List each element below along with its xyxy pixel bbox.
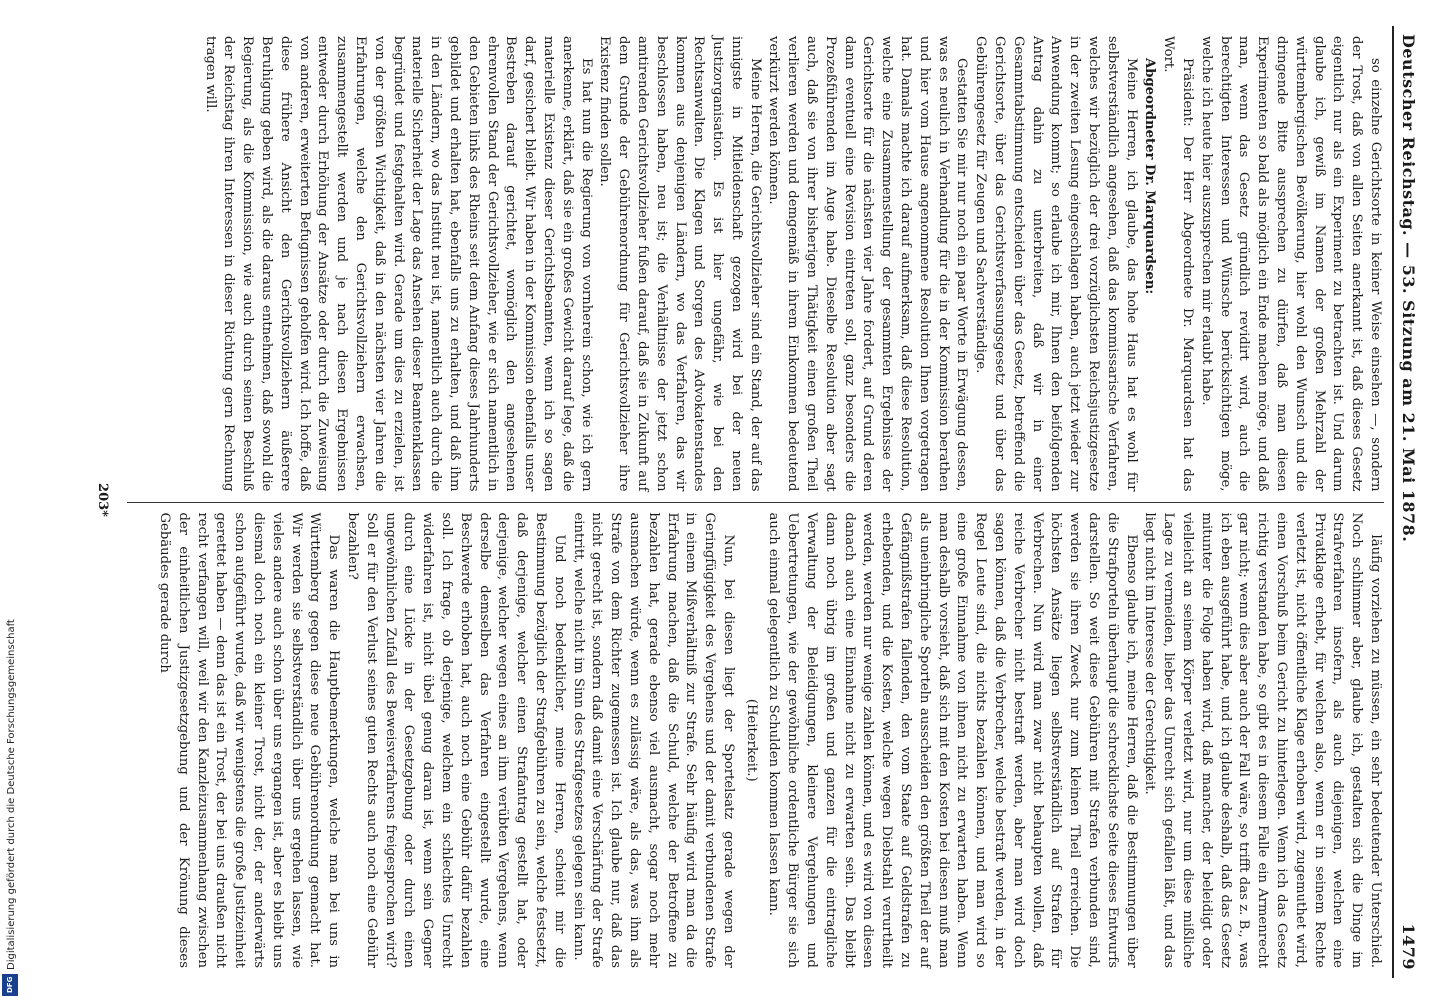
dfg-logo: DFG (2, 974, 18, 996)
page-number: 1479 (1399, 923, 1418, 970)
paragraph: Nun, bei diesen liegt der Sportelsatz gerade wegen der Geringfügigkeit des Vergehens und der damit verbundenen Strafe in einem Mißverhältniß zur Strafe. Sehr häufig wird man da die Erfahrung machen, daß die Schuld, welche der Betroffene zu bezahlen hat, gerade ebenso viel ausmacht, sogar noch mehr ausmachen würde, wenn es zulässig wäre, als das, was ihm als Strafe von dem Richter zugemessen ist. Ich glaube nur, daß das nicht gerecht ist, sondern daß damit eine Verschärfung der Strafe eintritt, welche nicht im Sinn des Strafgesetzes gelegen sein kann. (570, 512, 736, 968)
paragraph: Es hat nun die Regierung von vornherein schon, wie ich gern anerkenne, erklärt, daß sie ein großes Gewicht darauf lege, daß die materielle Existenz dieser Gerichtsbeamten, wenn ich so sagen darf, gesichert bleibt. Wir haben in der Kommission ebenfalls unser Bestreben darauf gerichtet, womöglich den angesehenen ehrenvollen Stand der Gerichtsvollzieher, wie er sich namentlich in den Gebieten links des Rheins seit dem Anfang dieses Jahrhunderts gebildet und erhalten hat, ebenfalls uns zu erhalten, und daß ihm in den Ländern, wo das Institut neu ist, namentlich auch durch die materielle Sicherheit der Lage das Ansehen dieser Beamtenklassen begründet und festgehalten wird. Gerade um dies zu erzielen, ist von der größten Wichtigkeit, daß in den nächsten vier Jahren die Erfahrungen, welche den Gerichtsvollziehern erwachsen, zusammengestellt werden und je nach diesen Ergebnissen entweder durch Erhöhung der Ansätze oder durch die Zuweisung von anderen, erweiterten Befugnissen geholfen wird. Ich hoffe, daß diese frühere Ansicht den Gerichtsvollziehern äußerere Beruhigung geben wird, als die daraus entnehmen, daß sowohl die Regierung, als die Kommission, wie auch durch seinen Beschluß der Reichstag ihren Interessen in dieser Richtung gern Rechnung tragen will. (202, 36, 594, 492)
footer-signature: 203* (95, 483, 110, 517)
paragraph: so einzelne Gerichtsorte in keiner Weise einsehen —, sondern der Trost, daß von allen Seiten anerkannt ist, daß dieses Gesetz eigentlich nur als ein Experiment zu betrachten ist. Und darum glaube ich, gewiß im Namen der großen Mehrzahl der württembergischen Bevölkerung, hier wohl den Wunsch und die dringende Bitte aussprechen zu dürfen, daß man diesen Experimenten so bald als möglich ein Ende machen möge, und daß man, wenn das Gesetz gründlich revidirt wird, auch die berechtigten Interessen und Wünsche berücksichtigen möge, welche ich heute hier auszusprechen mir erlaubt habe. (1198, 36, 1383, 492)
speaker-paragraph (1140, 36, 1159, 492)
paragraph: läufig vorziehen zu müssen, ein sehr bedeutender Unterschied. Noch schlimmer aber, glaube ich, gestalten sich die Dinge im Strafverfahren insofern, als auch diejenigen, welchen eine Privatklage erhebt, für welchen also, wenn er in seinem Rechte verletzt ist, nicht öffentliche Klage erhoben wird, zugemuthet wird, einen Vorschuß beim Gericht zu hinterlegen. Wenn ich das Gesetz richtig verstanden habe, so gibt es in diesem Falle ein Armenrecht gar nicht; wenn dies aber auch der Fall wäre, so trifft das z. B., was ich eben ausgeführt habe, und ich glaube deshalb, daß das Gesetz mitunter die Folge haben wird, daß mancher, der beleidigt oder vielleicht an seinem Körper verletzt wird, nur um diese mißliche Lage zu vermeiden, lieber das Unrecht sich gefallen läßt, und das liegt nicht im Interesse der Gerechtigkeit. (1142, 512, 1383, 968)
heiterkeit-note: (Heiterkeit.) (743, 698, 759, 782)
president-line: Präsident: Der Herr Abgeordnete Dr. Marquardsen hat das Wort. (1161, 36, 1196, 492)
page-header-title: Deutscher Reichstag. — 53. Sitzung am 21. Mai 1878. (1399, 34, 1418, 543)
paragraph: Und noch bedenklicher, meine Herren, scheint mir die Bestimmung bezüglich der Strafgebühren zu sein, welche festsetzt, daß derjenige, welcher einen Strafantrag gestellt hat, oder derjenige, welcher wegen eines an ihm verübten Vergehens, wenn derselbe demselben das Verfahren eingestellt wurde, eine Beschwerde erhoben hat, auch noch eine Gebühr dafür bezahlen soll. Ich frage, ob derjenige, welchem ein schlechtes Unrecht widerfahren ist, nicht übel genug daran ist, wenn sein Gegner durch eine Lücke in der Gesetzgebung oder durch einen ungewöhnlichen Zufall des Beweisverfahrens freigesprochen wird? Soll er für den Verlust seines guten Rechts auch noch eine Gebühr bezahlen? (344, 512, 567, 968)
text-columns (127, 26, 1384, 978)
right-column (127, 503, 1384, 979)
speaker-name: Abgeordneter Dr. Marquardsen: (1142, 58, 1158, 295)
paragraph: Das waren die Hauptbemerkungen, welche man bei uns in Württemberg gegen diese neue Gebührenordnung gemacht hat. Wir werden sie selbstverständlich über uns ergehen lassen, wie vieles andere auch schon über uns ergangen ist, aber es bleibt uns diesmal doch noch ein kleiner Trost, nicht der, der anderwärts schon aufgeführt wurde, daß wir wenigstens die große Justizeinheit gerettet haben — denn das ist ein Trost, der bei uns draußen nicht recht verfangen will, weil wir den Kanzleizusammenhang zwischen der einheitlichen Justizgesetzgebung und der Krönung dieses Gebäudes gerade durch (157, 512, 342, 968)
paragraph: Meine Herren, die Gerichtsvollzieher sind ein Stand, der auf das innigste in Mitleidenschaft gezogen wird bei der neuen Justizorganisation. Es ist hier ungefähr, wie bei den Rechtsanwalten. Die Klagen und Sorgen des Advokatenstandes kommen aus denjenigen Ländern, wo das Verfahren, das wir beschlossen haben, neu ist; die Verhältnisse der jetzt schon amtirenden Gerichtsvollzieher fußen darauf, daß sie in Zukunft auf dem Grunde der Gebührenordnung für Gerichtsvollzieher ihre Existenz finden sollen. (597, 36, 763, 492)
paragraph: Gestatten Sie mir nur noch ein paar Worte in Erwägung dessen, was es neulich in Verhandlung für die in der Kommission berathen und hier vom Hause angenommene Resolution Ihnen vorgetragen hat. Damals machte ich darauf aufmerksam, daß diese Resolution, welche eine Zusammenstellung der gesammten Ergebnisse der Gerichtsorte für die nächsten vier Jahre fordert, auf Grund deren dann eventuell eine Revision eintreten soll, ganz besonders die Prozeßführenden im Auge habe. Dieselbe Resolution aber sagt auch, daß sie von ihrer bisherigen Thätigkeit einen großen Theil verlieren werden und demgemäß in ihrem Einkommen bedeutend verkürzt werden können. (766, 36, 970, 492)
digitization-margin: Digitalisierung gefördert durch die Deutsche Forschungsgemeinschaft DFG (0, 0, 20, 1000)
paragraph: Ebenso glaube ich, meine Herren, daß die Bestimmungen über die Strafporteln überhaupt die schrecklichste Seite dieses Entwurfs darstellen. So weit diese Gebühren mit Strafen verbunden sind, werden sie ihren Zweck nur zum kleinen Theil erreichen. Die höchsten Ansätze liegen selbstverständlich auf Strafen für Verbrechen. Nun wird man zwar nicht behaupten wollen, daß reiche Verbrecher nicht bestraft werden, aber man wird doch sagen können, daß die Verbrecher, welche bestraft werden, in der Regel Leute sind, die nichts bezahlen können, und man wird so eine große Einnahme von ihnen nicht zu erwarten haben. Wenn man deshalb vorsieht, daß sich mit den Kosten bei diesen muß man als uneinbringliche Sporteln ausscheiden den größten Theil der auf Gefängnißstrafen fallenden, den vom Staate auf Geldstrafen zu erhebenden, und die Kosten, welche wegen Diebstahl verurtheilt werden, werden nur wenige zahlen können, und es wird von diesen danach auch eine Einnahme nicht zu erwarten sein. Das bleibt dann noch übrig im großen und ganzen für die eintragliche Verwaltung der Beleidigungen, kleinere Vergehungen und Uebertretungen, wie der gewöhnliche ordentliche Bürger sie sich auch einmal gelegentlich zu Schulden kommen lassen kann. (766, 512, 1139, 968)
left-column (127, 26, 1384, 502)
newspaper-page (87, 0, 1432, 1000)
paragraph: Meine Herren, ich glaube, das hohe Haus hat es wohl für selbstverständlich angesehen, daß das kommissarische Verfahren, welches wir bezüglich der drei vorzüglichsten Reichsjustizgesetze in der zweiten Lesung eingeschlagen haben, auch jetzt wieder zur Anwendung kommt; so erlaube ich mir, Ihnen den beifolgenden Antrag dahin zu unterbreiten, daß wir in einer Gesammtabstimmung entscheiden über das Gesetz, betreffend die Gerichtsorte, über das Gerichtsverfassungsgesetz und über das Gebührengesetz für Zeugen und Sachverständige. (973, 36, 1139, 492)
running-head (1392, 26, 1424, 978)
